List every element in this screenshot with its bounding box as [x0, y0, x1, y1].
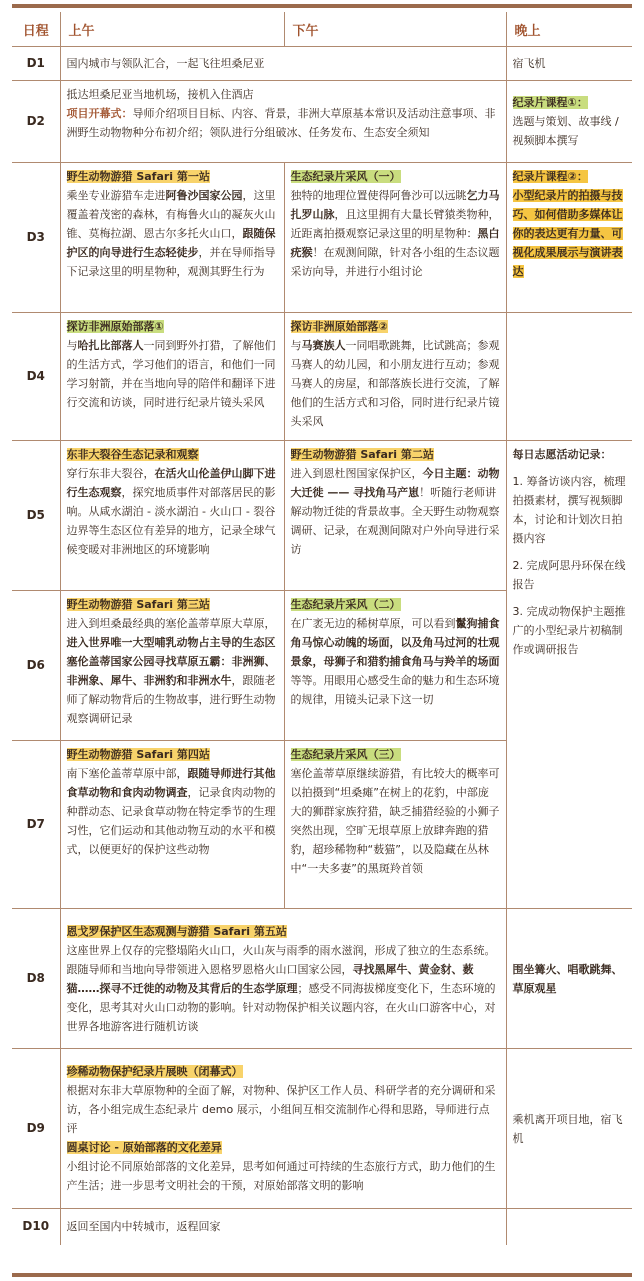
am-text: 穿行东非大裂谷， [66, 467, 155, 480]
am-bold: 跟随导师进行其他食草动物和食肉动物调查 [66, 767, 276, 799]
merged-text: ；感受不同海拔梯度变化下，生态环境的变化，思考其对火山口动物的影响。针对动物保护相关议题内容，在火山口游客中心，对世界各地游客进行随机访谈 [66, 981, 496, 1033]
am-text: ，跟随老师了解动物背后的生物故事，进行野生动物观察调研记录 [66, 674, 276, 725]
am-title: 野生动物游猎 Safari 第一站 [66, 170, 210, 183]
day-label: D1 [12, 47, 60, 81]
pm-text: ，且这里拥有大量长臂猿类物种，近距离拍摄观察记录这里的明星物种： [290, 208, 500, 240]
eve-text: 选题与策划、故事线 / 视频脚本撰写 [512, 115, 619, 147]
merged-cell [60, 909, 506, 1049]
am-cell [60, 313, 284, 441]
merged-cell: 返回至国内中转城市，返程回家 [60, 1209, 506, 1245]
pm-title: 生态纪录片采风（一） [290, 170, 401, 183]
top-rule [12, 4, 632, 8]
am-bold: 进入世界唯一大型哺乳动物占主导的生态区塞伦盖蒂国家公园寻找草原五霸：非洲狮、非洲象、犀牛、非洲豹和非洲水牛 [66, 636, 276, 687]
am-cell [60, 591, 284, 741]
merged-text: 小组讨论不同原始部落的文化差异，思考如何通过可持续的生态旅行方式，助力他们的生产生活；进一步思考文明社会的干预，对原始部落文明的影响 [66, 1160, 496, 1192]
day-label: D10 [22, 1219, 50, 1234]
am-text: ，记录食肉动物的种群动态、记录食草动物在特定季节的生理习性，它们运动和其他动物互动的水平和模式，以便更好的保护这些动物 [66, 786, 276, 856]
merged-cell [60, 81, 506, 163]
pm-text: 在广袤无边的稀树草原，可以看到 [290, 617, 456, 630]
day-label: D9 [12, 1049, 60, 1209]
header-row [12, 12, 632, 47]
pm-title: 生态纪录片采风（二） [290, 598, 401, 611]
row-d10 [12, 1209, 632, 1245]
pm-text: 与 [290, 339, 302, 352]
eve-cell: 宿飞机 [506, 47, 632, 81]
eve-cell [506, 313, 632, 441]
pm-title: 探访非洲原始部落② [290, 320, 388, 333]
pm-text: 等等。用眼用心感受生命的魅力和生态环境的规律，用镜头记录下这一切 [290, 674, 500, 706]
am-cell [60, 163, 284, 313]
itinerary-table [12, 12, 632, 1245]
am-text: 进入到坦桑最经典的塞伦盖蒂草原大草原， [66, 617, 276, 630]
pm-text: ！听随行老师讲解动物迁徙的背景故事。全天野生动物观察调研、记录，在观测间隙对户外向导进行采访 [290, 486, 500, 556]
eve-text: 围坐篝火、唱歌跳舞、草原观星 [512, 962, 623, 995]
eve-title: 纪录片课程①： [512, 96, 588, 109]
am-cell [60, 441, 284, 591]
am-text: ，探究地质事件对部落居民的影响。从咸水湖泊 - 淡水湖泊 - 火山口 - 裂谷边界等生态区位有差异的地方，记录全球气候变暖对非洲地区的环境影响 [66, 486, 276, 556]
am-text: 乘坐专业游猎车走进 [66, 189, 166, 202]
row-d9 [12, 1049, 632, 1209]
pm-bold: 鬣狗捕食角马惊心动魄的场面，以及角马过河的壮观景象，母狮子和猎豹捕食角马与羚羊的场面 [290, 617, 500, 668]
pm-cell [284, 313, 506, 441]
day-label: D7 [12, 741, 60, 909]
merged-cell: 国内城市与领队汇合，一起飞往坦桑尼亚 [60, 47, 506, 81]
eve-cell [506, 1209, 632, 1245]
pm-cell [284, 591, 506, 741]
eve-title: 纪录片课程②： [512, 170, 588, 183]
pm-bold: 今日主题：动物大迁徙 —— 寻找角马产崽 [290, 467, 500, 499]
am-cell [60, 741, 284, 909]
merged-text: 这座世界上仅存的完整塌陷火山口，火山灰与雨季的雨水滋润，形成了独立的生态系统。跟随导师和当地向导带领进入恩格罗恩格火山口国家公园， [66, 943, 496, 976]
eve-item: 2. 完成阿思丹环保在线报告 [512, 559, 626, 591]
am-text: 与 [66, 339, 78, 352]
header-am: 上午 [60, 12, 284, 47]
pm-bold: 黑白疣猴 [290, 227, 500, 259]
am-text: ，这里覆盖着茂密的森林，有梅鲁火山的凝灰火山锥、莫梅拉湖、恩古尔多托火山口， [66, 189, 276, 240]
eve-title: 每日志愿活动记录： [512, 448, 612, 461]
eve-cell: 乘机离开项目地，宿飞机 [506, 1049, 632, 1209]
pm-text: 塞伦盖蒂草原继续游猎，有比较大的概率可以拍摄到“坦桑瘫”在树上的花豹，中部庞大的狮群家族狩猎，缺乏捕猎经验的小狮子突然出现，空旷无垠草原上放肆奔跑的猎豹，超珍稀物种“薮猫”，以及隐藏在丛林中“一夫多妻”的黑斑羚首领 [290, 767, 500, 875]
day-label: D6 [12, 591, 60, 741]
merged-bold: 寻找黑犀牛、黄金豺、薮猫……探寻不迁徙的动物及其背后的生态学原理 [66, 962, 474, 995]
am-text: ，并在导师指导下记录这里的明星物种，观测其野生行为 [66, 246, 276, 278]
am-title: 探访非洲原始部落① [66, 320, 164, 333]
pm-bold: 乞力马扎罗山脉 [290, 189, 500, 221]
pm-text: ！在观测间隙，针对各小组的生态议题采访向导，并进行小组讨论 [290, 246, 500, 278]
day-label: D8 [12, 909, 60, 1049]
merged-cell [60, 1049, 506, 1209]
eve-item: 3. 完成动物保护主题推广的小型纪录片初稿制作或调研报告 [512, 605, 626, 656]
am-text: 一同到野外打猎，了解他们的生活方式，学习他们的语言，和他们一同学习射箭，并在当地向导的陪伴和翻译下进行交流和访谈，同时进行纪录片镜头采风 [66, 339, 276, 409]
row-d8 [12, 909, 632, 1049]
bottom-rule [12, 1273, 632, 1277]
pm-text: 进入到恩杜图国家保护区， [290, 467, 423, 480]
pm-cell [284, 163, 506, 313]
day-label: D3 [12, 163, 60, 313]
am-bold: 跟随保护区的向导进行生态轻徒步 [66, 227, 276, 259]
day-label: D5 [12, 441, 60, 591]
row-d2 [12, 81, 632, 163]
header-day: 日程 [12, 12, 60, 47]
header-pm: 下午 [284, 12, 506, 47]
pm-cell [284, 441, 506, 591]
am-title: 野生动物游猎 Safari 第三站 [66, 598, 210, 611]
row-d4 [12, 313, 632, 441]
eve-item: 1. 筹备访谈内容，梳理拍摄素材，撰写视频脚本，讨论和计划次日拍摄内容 [512, 475, 626, 545]
eve-cell [506, 909, 632, 1049]
day-label: D4 [12, 313, 60, 441]
day-label: D2 [12, 81, 60, 163]
header-eve: 晚上 [506, 12, 632, 47]
merged-title: 珍稀动物保护纪录片展映（闭幕式） [66, 1065, 243, 1078]
eve-cell [506, 163, 632, 313]
pm-cell [284, 741, 506, 909]
opening-text [67, 104, 500, 142]
pm-text: 独特的地理位置使得阿鲁沙可以远眺 [290, 189, 467, 202]
pm-text: 一同唱歌跳舞，比试跳高；参观马赛人的幼儿园，和小朋友进行互动；参观马赛人的房屋，和部落族长进行交流，了解他们的生活方式和习俗，同时进行纪录片镜头采风 [290, 339, 500, 428]
eve-text: 小型纪录片的拍摄与技巧、如何借助多媒体让你的表达更有力量、可视化成果展示与演讲表达 [512, 189, 623, 278]
eve-cell [506, 441, 632, 909]
opening-label: 项目开幕式： [66, 107, 133, 120]
pm-title: 生态纪录片采风（三） [290, 748, 401, 761]
row-d1 [12, 47, 632, 81]
am-title: 野生动物游猎 Safari 第四站 [66, 748, 210, 761]
row-d5 [12, 441, 632, 591]
merged-title-2: 圆桌讨论 - 原始部落的文化差异 [66, 1141, 222, 1154]
row-d3 [12, 163, 632, 313]
eve-cell [506, 81, 632, 163]
arrival-text: 抵达坦桑尼亚当地机场，接机入住酒店 [66, 88, 254, 101]
am-text: 南下塞伦盖蒂草原中部， [66, 767, 188, 780]
pm-bold: 马赛族人 [301, 339, 346, 352]
am-bold: 在活火山伦盖伊山脚下进行生态观察 [66, 467, 276, 499]
opening-body: 导师介绍项目目标、内容、背景，非洲大草原基本常识及活动注意事项、非洲野生动物物种分布初介绍；领队进行分组破冰、任务发布、生态安全须知 [66, 107, 496, 139]
merged-text: 根据对东非大草原物种的全面了解，对物种、保护区工作人员、科研学者的充分调研和采访，各小组完成生态纪录片 demo 展示，小组间互相交流制作心得和思路，导师进行点评 [66, 1084, 496, 1135]
am-bold: 哈扎比部落人 [77, 339, 144, 352]
merged-title: 恩戈罗保护区生态观测与游猎 Safari 第五站 [66, 924, 287, 938]
pm-title: 野生动物游猎 Safari 第二站 [290, 448, 434, 461]
am-title: 东非大裂谷生态记录和观察 [66, 448, 199, 461]
am-bold: 阿鲁沙国家公园 [165, 189, 243, 202]
